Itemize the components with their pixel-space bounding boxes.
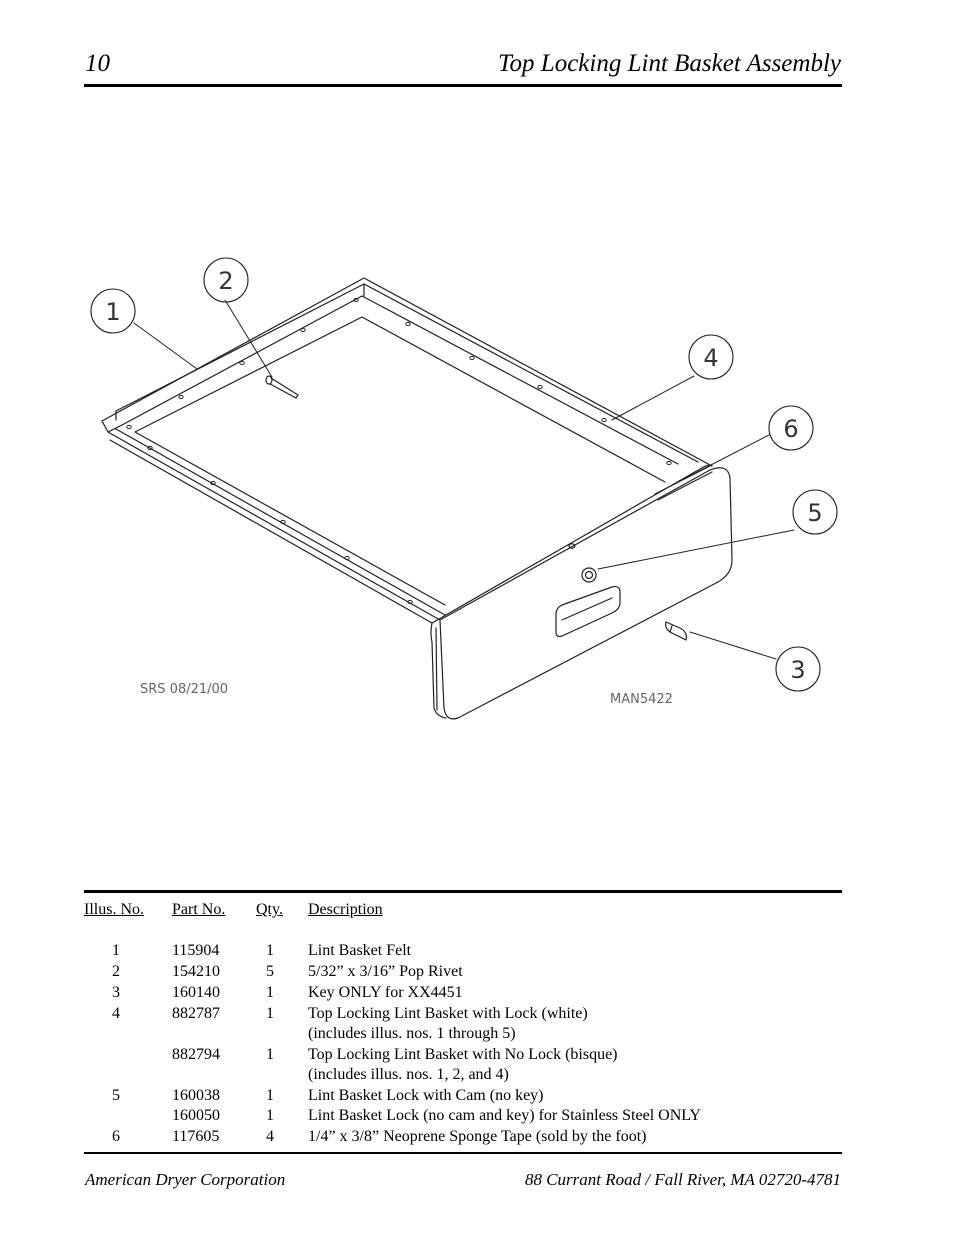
footer-rule [84,1152,842,1154]
front-panel [431,465,732,719]
qty: 1 [266,1087,274,1104]
rivet-holes [127,298,671,603]
description: (includes illus. nos. 1, 2, and 4) [308,1066,509,1083]
illus-no: 1 [112,942,120,959]
footer-address: 88 Currant Road / Fall River, MA 02720-4781 [524,1170,841,1189]
part-no: 117605 [172,1128,220,1145]
callout-3: 3 [790,656,806,684]
callout-2: 2 [218,267,234,295]
description: 5/32” x 3/16” Pop Rivet [308,963,463,980]
description: Lint Basket Lock with Cam (no key) [308,1087,544,1104]
page-number: 10 [85,50,110,77]
table-row [84,984,844,1005]
part-no: 115904 [172,942,220,959]
key [666,622,687,640]
description: (includes illus. nos. 1 through 5) [308,1025,516,1042]
qty: 1 [266,984,274,1001]
pull-handle [556,587,620,637]
table-row [84,942,844,963]
illus-no: 5 [112,1087,120,1104]
table-top-rule [84,890,842,893]
part-no: 160050 [172,1107,220,1124]
table-row [84,1005,844,1026]
illus-no: 6 [112,1128,120,1145]
description: Top Locking Lint Basket with No Lock (bisque) [308,1046,618,1063]
description: 1/4” x 3/8” Neoprene Sponge Tape (sold by the foot) [308,1128,647,1145]
qty: 1 [266,1107,274,1124]
table-row [84,1025,844,1046]
description: Top Locking Lint Basket with Lock (white) [308,1005,588,1022]
lock-cylinder [582,568,596,582]
page-title: Top Locking Lint Basket Assembly [497,50,841,77]
illus-no: 2 [112,963,120,980]
col-header-part: Part No. [172,901,226,918]
table-row [84,1066,844,1087]
qty: 4 [266,1128,274,1145]
basket-frame [102,278,712,623]
table-row [84,1046,844,1067]
qty: 1 [266,1005,274,1022]
description: Lint Basket Felt [308,942,412,959]
drawing-number: MAN5422 [610,692,673,707]
table-row [84,963,844,984]
callout-1: 1 [105,298,121,326]
col-header-illus: Illus. No. [84,901,144,918]
footer-company: American Dryer Corporation [85,1170,286,1189]
callout-circles [91,258,837,691]
callout-4: 4 [703,344,719,372]
callout-6: 6 [783,415,799,443]
col-header-desc: Description [308,901,383,918]
part-no: 160038 [172,1087,220,1104]
qty: 5 [266,963,274,980]
part-no: 882787 [172,1005,220,1022]
table-row [84,1087,844,1108]
illus-no: 3 [112,984,120,1001]
part-no: 882794 [172,1046,220,1063]
drafter-stamp: SRS 08/21/00 [140,682,229,697]
part-no: 160140 [172,984,220,1001]
callout-5: 5 [807,499,823,527]
pop-rivet [266,376,298,398]
table-row [84,1107,844,1128]
qty: 1 [266,942,274,959]
table-row [84,1128,844,1149]
qty: 1 [266,1046,274,1063]
part-no: 154210 [172,963,220,980]
col-header-qty: Qty. [256,901,283,918]
description: Key ONLY for XX4451 [308,984,463,1001]
description: Lint Basket Lock (no cam and key) for Stainless Steel ONLY [308,1107,701,1124]
illus-no: 4 [112,1005,120,1022]
